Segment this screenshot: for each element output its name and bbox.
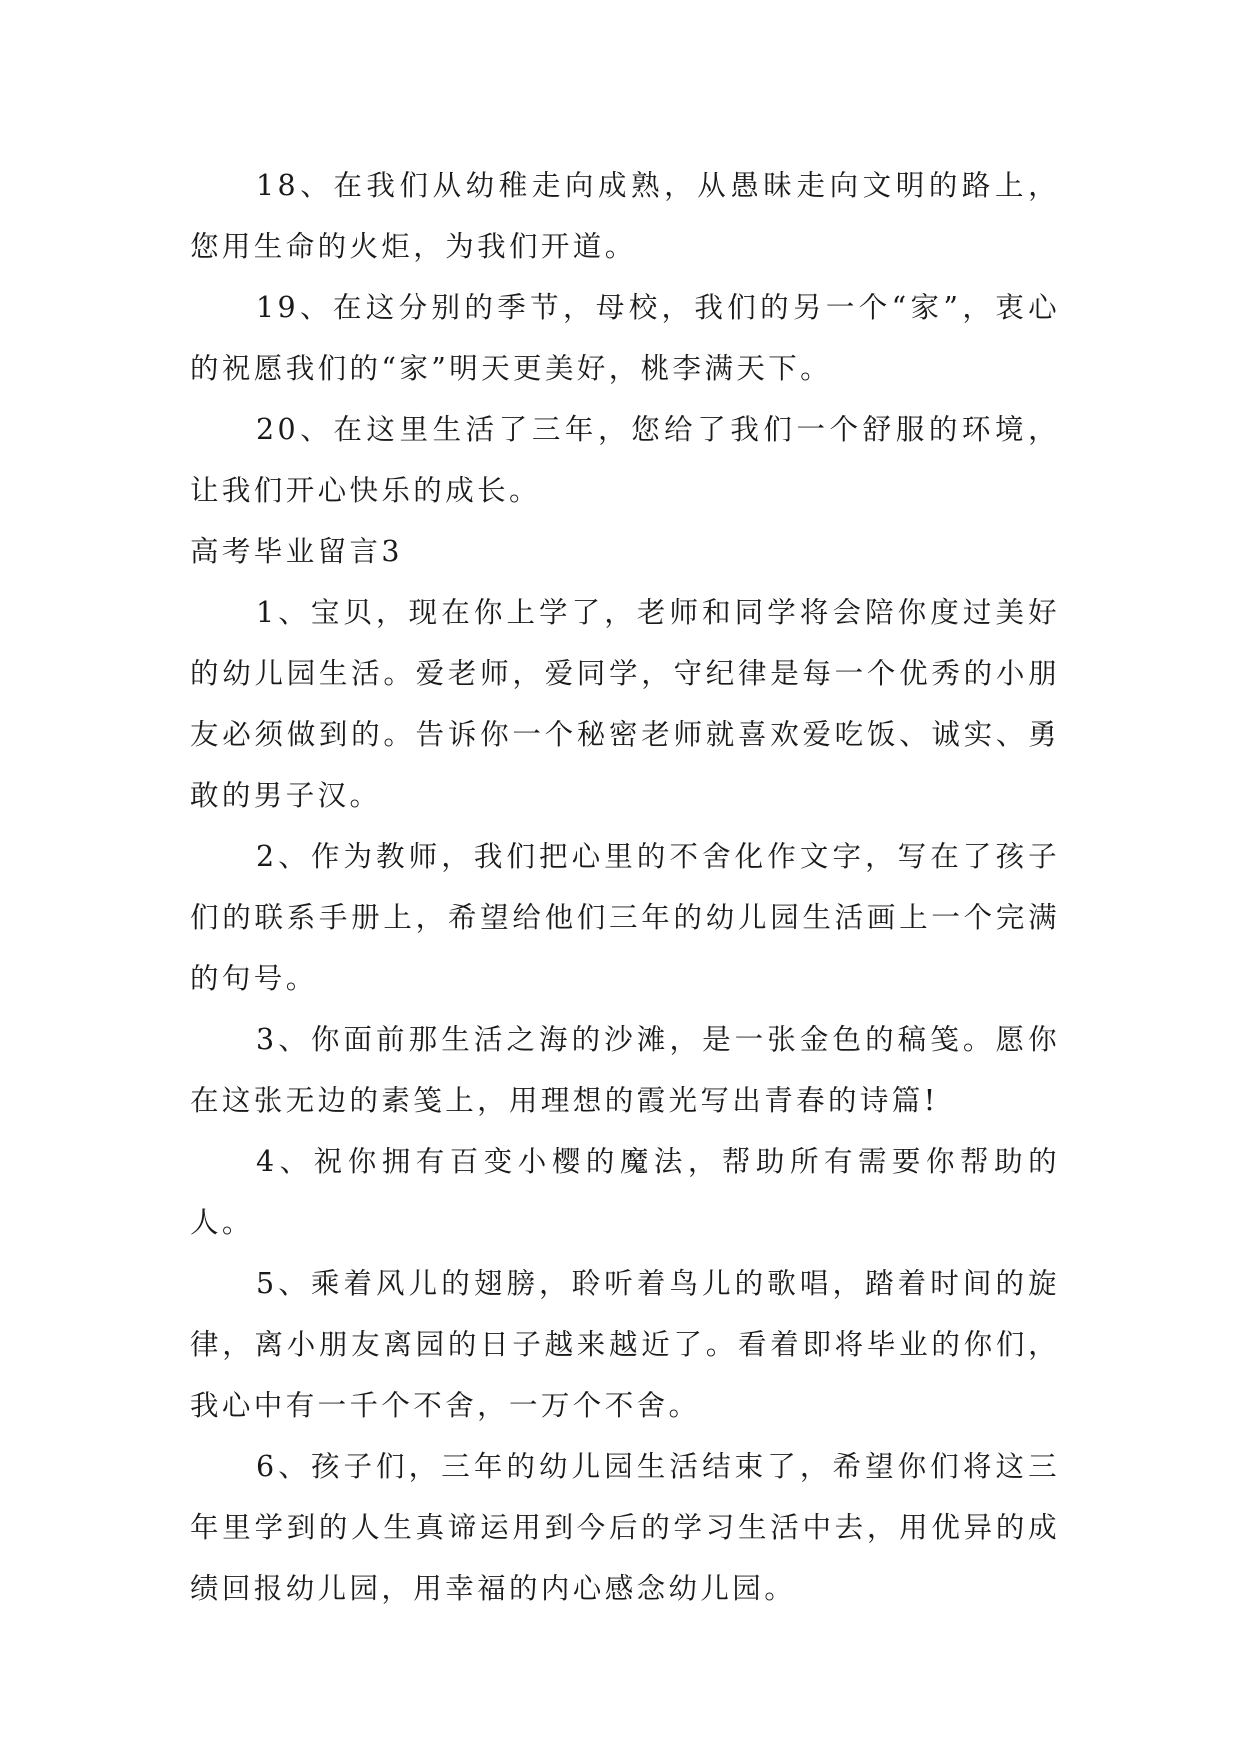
paragraph-4: 4、祝你拥有百变小樱的魔法，帮助所有需要你帮助的人。 bbox=[190, 1145, 1060, 1239]
paragraph-20: 20、在这里生活了三年，您给了我们一个舒服的环境，让我们开心快乐的成长。 bbox=[190, 413, 1060, 507]
paragraph-19: 19、在这分别的季节，母校，我们的另一个“家”，衷心的祝愿我们的“家”明天更美好，桃李满天下。 bbox=[190, 291, 1060, 385]
paragraph-18: 18、在我们从幼稚走向成熟，从愚昧走向文明的路上，您用生命的火炬，为我们开道。 bbox=[190, 169, 1060, 263]
section-heading: 高考毕业留言3 bbox=[190, 535, 403, 568]
document-body bbox=[190, 155, 1060, 1619]
paragraph-3: 3、你面前那生活之海的沙滩，是一张金色的稿笺。愿你在这张无边的素笺上，用理想的霞光写出青春的诗篇! bbox=[190, 1023, 1060, 1117]
paragraph-2: 2、作为教师，我们把心里的不舍化作文字，写在了孩子们的联系手册上，希望给他们三年的幼儿园生活画上一个完满的句号。 bbox=[190, 840, 1060, 995]
paragraph-6: 6、孩子们，三年的幼儿园生活结束了，希望你们将这三年里学到的人生真谛运用到今后的学习生活中去，用优异的成绩回报幼儿园，用幸福的内心感念幼儿园。 bbox=[190, 1450, 1060, 1605]
paragraph-5: 5、乘着风儿的翅膀，聆听着鸟儿的歌唱，踏着时间的旋律，离小朋友离园的日子越来越近了。看着即将毕业的你们，我心中有一千个不舍，一万个不舍。 bbox=[190, 1267, 1060, 1422]
paragraph-1: 1、宝贝，现在你上学了，老师和同学将会陪你度过美好的幼儿园生活。爱老师，爱同学，守纪律是每一个优秀的小朋友必须做到的。告诉你一个秘密老师就喜欢爱吃饭、诚实、勇敢的男子汉。 bbox=[190, 596, 1060, 812]
